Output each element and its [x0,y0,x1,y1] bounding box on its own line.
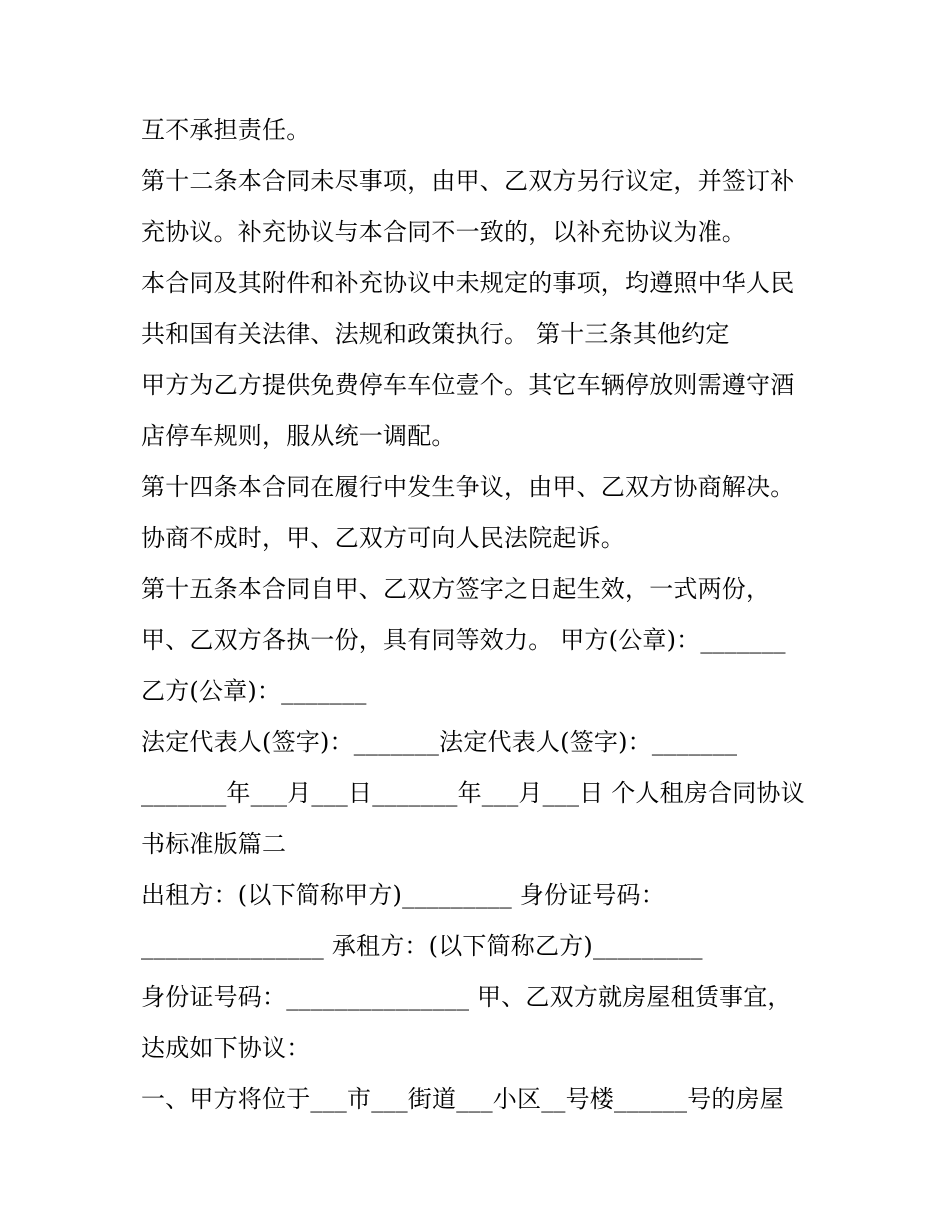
text-line: _______________ 承租方：(以下简称乙方)_________ [141,932,703,960]
text-line: 共和国有关法律、法规和政策执行。 第十三条其他约定 [141,320,730,348]
text-line: 第十四条本合同在履行中发生争议，由甲、乙双方协商解决。 [141,473,795,501]
text-line: 法定代表人(签字)：_______法定代表人(签字)：_______ [141,728,738,756]
text-line: 乙方(公章)：_______ [141,677,367,705]
text-line: 协商不成时，甲、乙双方可向人民法院起诉。 [141,524,625,552]
text-line: 身份证号码：_______________ 甲、乙双方就房屋租赁事宜， [141,983,792,1011]
contract-text-block [141,108,821,1128]
text-line: 甲方为乙方提供免费停车车位壹个。其它车辆停放则需遵守酒 [141,371,795,399]
text-line: 一、甲方将位于___市___街道___小区__号楼______号的房屋 [141,1085,784,1113]
text-line: 第十五条本合同自甲、乙双方签字之日起生效，一式两份， [141,575,771,603]
text-line: 书标准版篇二 [141,830,287,858]
text-line: 达成如下协议： [141,1034,311,1062]
text-line: 甲、乙双方各执一份，具有同等效力。 甲方(公章)：_______ [141,626,786,654]
text-line: 本合同及其附件和补充协议中未规定的事项，均遵照中华人民 [141,269,795,297]
text-line: 互不承担责任。 [141,116,311,144]
text-line: 出租方：(以下简称甲方)_________ 身份证号码： [141,881,665,909]
text-line: 充协议。补充协议与本合同不一致的，以补充协议为准。 [141,218,746,246]
text-line: 第十二条本合同未尽事项，由甲、乙双方另行议定，并签订补 [141,167,795,195]
text-line: 店停车规则，服从统一调配。 [141,422,456,450]
text-line: _______年___月___日_______年___月___日 个人租房合同协议 [141,779,805,807]
